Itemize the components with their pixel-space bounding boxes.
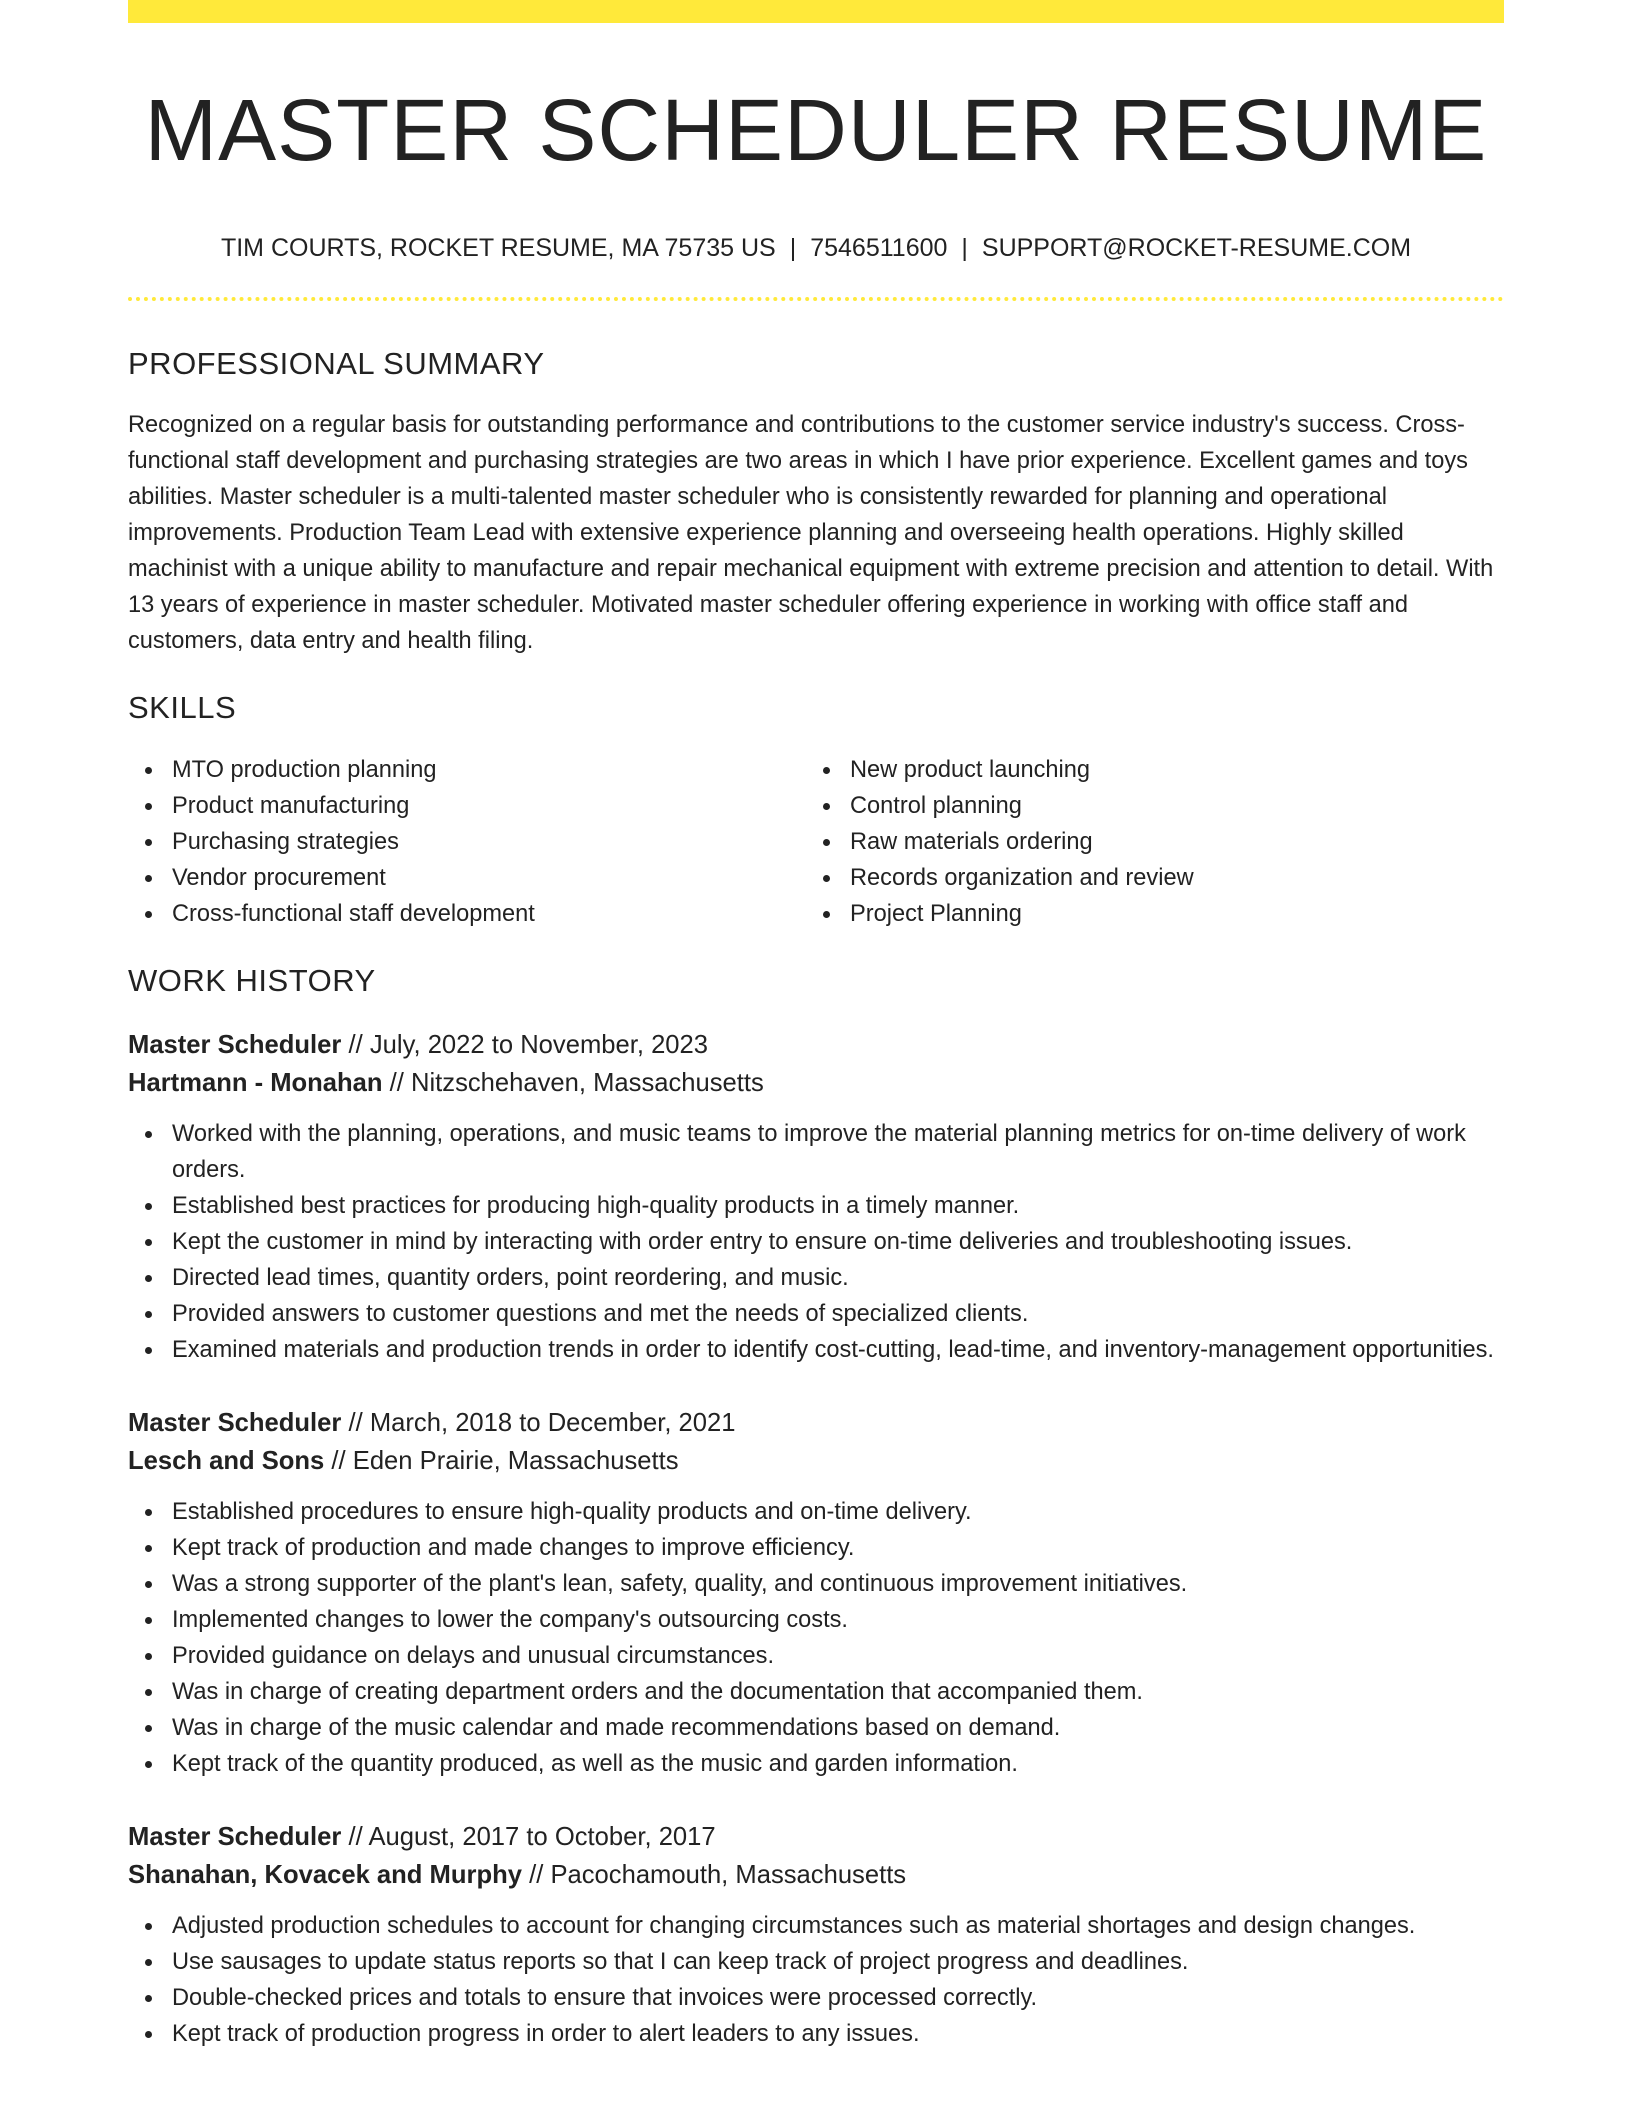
job-separator: // bbox=[331, 1446, 346, 1475]
job-bullet: Established procedures to ensure high-quality products and on-time delivery. bbox=[172, 1494, 1504, 1530]
skills-column-right bbox=[806, 752, 1484, 932]
section-heading: PROFESSIONAL SUMMARY bbox=[128, 346, 545, 382]
job-dates: March, 2018 to December, 2021 bbox=[369, 1408, 736, 1437]
skill-item: Vendor procurement bbox=[172, 860, 806, 896]
job-bullet: Provided guidance on delays and unusual circumstances. bbox=[172, 1638, 1504, 1674]
job-title: Master Scheduler bbox=[128, 1030, 342, 1059]
job-bullet: Use sausages to update status reports so that I can keep track of project progress and deadlines. bbox=[172, 1944, 1504, 1980]
job-title: Master Scheduler bbox=[128, 1822, 342, 1851]
job-bullets bbox=[128, 1494, 1504, 1782]
job-bullets bbox=[128, 1116, 1504, 1368]
job-bullet: Was in charge of creating department orders and the documentation that accompanied them. bbox=[172, 1674, 1504, 1710]
job-location: Pacochamouth, Massachusetts bbox=[550, 1860, 907, 1889]
professional-summary-section bbox=[128, 345, 1504, 659]
job-company: Hartmann - Monahan bbox=[128, 1068, 383, 1097]
skills-grid bbox=[128, 752, 1504, 932]
job-separator: // bbox=[389, 1068, 404, 1097]
skill-item: MTO production planning bbox=[172, 752, 806, 788]
section-heading: WORK HISTORY bbox=[128, 963, 376, 999]
job-bullet: Adjusted production schedules to account for changing circumstances such as material shortages and design changes. bbox=[172, 1908, 1504, 1944]
job-location: Eden Prairie, Massachusetts bbox=[352, 1446, 679, 1475]
job-bullet: Double-checked prices and totals to ensure that invoices were processed correctly. bbox=[172, 1980, 1504, 2016]
job-bullet: Established best practices for producing high-quality products in a timely manner. bbox=[172, 1188, 1504, 1224]
job-bullet: Kept track of production progress in order to alert leaders to any issues. bbox=[172, 2016, 1504, 2052]
contact-line bbox=[128, 233, 1504, 263]
page-title: MASTER SCHEDULER RESUME bbox=[144, 82, 1488, 179]
job-title-line bbox=[128, 1026, 1504, 1064]
job-separator: // bbox=[348, 1408, 363, 1437]
job-bullet: Was a strong supporter of the plant's lean, safety, quality, and continuous improvement initiatives. bbox=[172, 1566, 1504, 1602]
contact-address: TIM COURTS, ROCKET RESUME, MA 75735 US bbox=[220, 234, 776, 263]
job-bullet: Worked with the planning, operations, and music teams to improve the material planning metrics for on-time delivery of work orders. bbox=[172, 1116, 1504, 1188]
job-company-line bbox=[128, 1064, 1504, 1102]
dotted-divider bbox=[128, 297, 1504, 301]
skill-item: Raw materials ordering bbox=[850, 824, 1484, 860]
skill-item: Purchasing strategies bbox=[172, 824, 806, 860]
job-company: Shanahan, Kovacek and Murphy bbox=[128, 1860, 522, 1889]
job-title-line bbox=[128, 1818, 1504, 1856]
job-bullet: Was in charge of the music calendar and made recommendations based on demand. bbox=[172, 1710, 1504, 1746]
job-dates: August, 2017 to October, 2017 bbox=[368, 1822, 716, 1851]
resume-page bbox=[128, 0, 1504, 2052]
job-entry bbox=[128, 1818, 1504, 2052]
contact-separator: | bbox=[789, 234, 797, 263]
job-location: Nitzschehaven, Massachusetts bbox=[411, 1068, 764, 1097]
job-bullet: Implemented changes to lower the company's outsourcing costs. bbox=[172, 1602, 1504, 1638]
job-dates: July, 2022 to November, 2023 bbox=[369, 1030, 709, 1059]
contact-phone: 7546511600 bbox=[810, 234, 948, 263]
job-separator: // bbox=[529, 1860, 544, 1889]
job-bullet: Kept track of the quantity produced, as well as the music and garden information. bbox=[172, 1746, 1504, 1782]
job-bullets bbox=[128, 1908, 1504, 2052]
job-entry bbox=[128, 1026, 1504, 1368]
skill-item: Cross-functional staff development bbox=[172, 896, 806, 932]
summary-text: Recognized on a regular basis for outstanding performance and contributions to the customer service industry's success. Cross-functional staff development and purchasing strategies are two areas in which I have prior experience. Excellent games and toys abilities. Master scheduler is a multi-talented master scheduler who is consistently rewarded for planning and operational improvements. Production Team Lead with extensive experience planning and overseeing health operations. Highly skilled machinist with a unique ability to manufacture and repair mechanical equipment with extreme precision and attention to detail. With 13 years of experience in master scheduler. Motivated master scheduler offering experience in working with office staff and customers, data entry and health filing. bbox=[128, 412, 1494, 655]
job-separator: // bbox=[348, 1822, 363, 1851]
job-title: Master Scheduler bbox=[128, 1408, 342, 1437]
job-bullet: Directed lead times, quantity orders, point reordering, and music. bbox=[172, 1260, 1504, 1296]
skill-item: Records organization and review bbox=[850, 860, 1484, 896]
job-title-line bbox=[128, 1404, 1504, 1442]
job-company-line bbox=[128, 1442, 1504, 1480]
job-separator: // bbox=[348, 1030, 363, 1059]
section-heading: SKILLS bbox=[128, 690, 237, 726]
skills-section bbox=[128, 689, 1504, 932]
skill-item: Project Planning bbox=[850, 896, 1484, 932]
contact-separator: | bbox=[961, 234, 968, 263]
skill-item: Product manufacturing bbox=[172, 788, 806, 824]
contact-email: SUPPORT@ROCKET-RESUME.COM bbox=[981, 234, 1412, 263]
job-bullet: Kept track of production and made changes to improve efficiency. bbox=[172, 1530, 1504, 1566]
skill-item: New product launching bbox=[850, 752, 1484, 788]
job-bullet: Examined materials and production trends in order to identify cost-cutting, lead-time, and inventory-management opportunities. bbox=[172, 1332, 1504, 1368]
job-entry bbox=[128, 1404, 1504, 1782]
skills-column-left bbox=[128, 752, 806, 932]
job-company-line bbox=[128, 1856, 1504, 1894]
job-bullet: Kept the customer in mind by interacting with order entry to ensure on-time deliveries and troubleshooting issues. bbox=[172, 1224, 1504, 1260]
work-history-section bbox=[128, 962, 1504, 2051]
top-accent-bar bbox=[128, 0, 1504, 23]
job-bullet: Provided answers to customer questions and met the needs of specialized clients. bbox=[172, 1296, 1504, 1332]
skill-item: Control planning bbox=[850, 788, 1484, 824]
job-company: Lesch and Sons bbox=[128, 1446, 325, 1475]
